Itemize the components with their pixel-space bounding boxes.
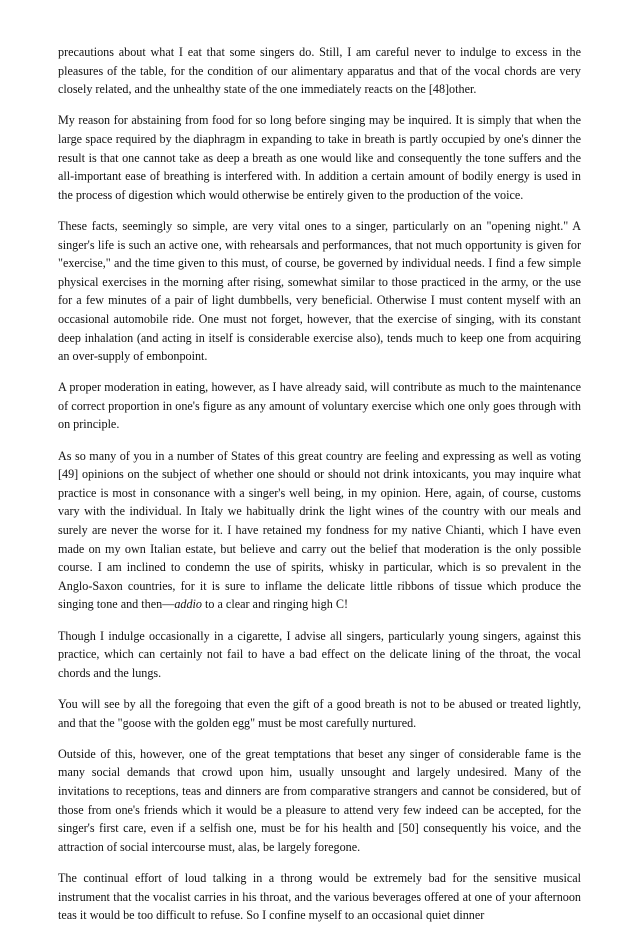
paragraph-6: Though I indulge occasionally in a cigarette, I advise all singers, particularly young singers, against this practice, which can certainly not fail to have a bad effect on the delicate lining of the throat, the vocal chords and the lungs. [58, 628, 581, 680]
paragraph-5-emphasis: addio [174, 597, 202, 612]
paragraph-5-text-before: As so many of you in a number of States of this great country are feeling and expressing as well as voting [49] opinions on the subject of whether one should or should not drink intoxicants, you may inquire what practice is most in consonance with a singer's well being, in my opinion. Here, again, of course, customs vary with the individual. In Italy we habitually drink the light wines of the country with our meals and surely are never the worse for it. I have retained my fondness for my native Chianti, which I have even made on my own Italian estate, but believe and carry out the belief that moderation is the only possible course. I am inclined to condemn the use of spirits, whisky in particular, which is so prevalent in the Anglo-Saxon countries, for it is sure to inflame the delicate little ribbons of tissue which produce the singing tone and then— [58, 448, 581, 612]
paragraph-2: My reason for abstaining from food for so long before singing may be inquired. It is simply that when the large space required by the diaphragm in expanding to take in breath is partly occupied by one's dinner the result is that one cannot take as deep a breath as one would like and consequently the tone suffers and the all-important ease of breathing is interfered with. In addition a certain amount of bodily energy is used in the process of digestion which would otherwise be entirely given to the production of the voice. [58, 113, 581, 202]
paragraph-9: The continual effort of loud talking in a throng would be extremely bad for the sensitive musical instrument that the vocalist carries in his throat, and the various beverages offered at one of your afternoon teas it would be too difficult to refuse. So I confine myself to an occasional quiet dinner [58, 870, 581, 923]
paragraph-4: A proper moderation in eating, however, as I have already said, will contribute as much to the maintenance of correct proportion in one's figure as any amount of voluntary exercise which one only goes through with on principle. [58, 380, 581, 432]
paragraph-1: precautions about what I eat that some singers do. Still, I am careful never to indulge to excess in the pleasures of the table, for the condition of our alimentary apparatus and that of the vocal chords are very closely related, and the unhealthy state of the one immediately reacts on the [48]other. [58, 45, 581, 97]
paragraph-5-text-after: to a clear and ringing high C! [202, 597, 348, 612]
paragraph-7: You will see by all the foregoing that even the gift of a good breath is not to be abused or treated lightly, and that the "goose with the golden egg" must be most carefully nurtured. [58, 696, 581, 730]
paragraph-8: Outside of this, however, one of the great temptations that beset any singer of considerable fame is the many social demands that crowd upon him, usually unsought and largely undesired. Many of the invitations to receptions, teas and dinners are from comparative strangers and cannot be considered, but of those from one's friends which it would be a pleasure to attend very few indeed can be accepted, for the singer's first care, even if a selfish one, must be for his health and [50] consequently his voice, and the attraction of social intercourse must, alas, be largely foregone. [58, 746, 581, 854]
paragraph-5 [58, 447, 581, 614]
paragraph-3: These facts, seemingly so simple, are very vital ones to a singer, particularly on an "opening night." A singer's life is such an active one, with rehearsals and performances, that not much opportunity is given for "exercise," and the time given to this must, of course, be governed by individual needs. I find a few simple physical exercises in the morning after rising, somewhat similar to those practiced in the army, or the use for a few minutes of a pair of light dumbbells, very beneficial. Otherwise I must content myself with an occasional automobile ride. One must not forget, however, that the exercise of singing, with its constant deep inhalation (and acting in itself is considerable exercise also), tends much to keep one from acquiring an over-supply of embonpoint. [58, 218, 581, 364]
